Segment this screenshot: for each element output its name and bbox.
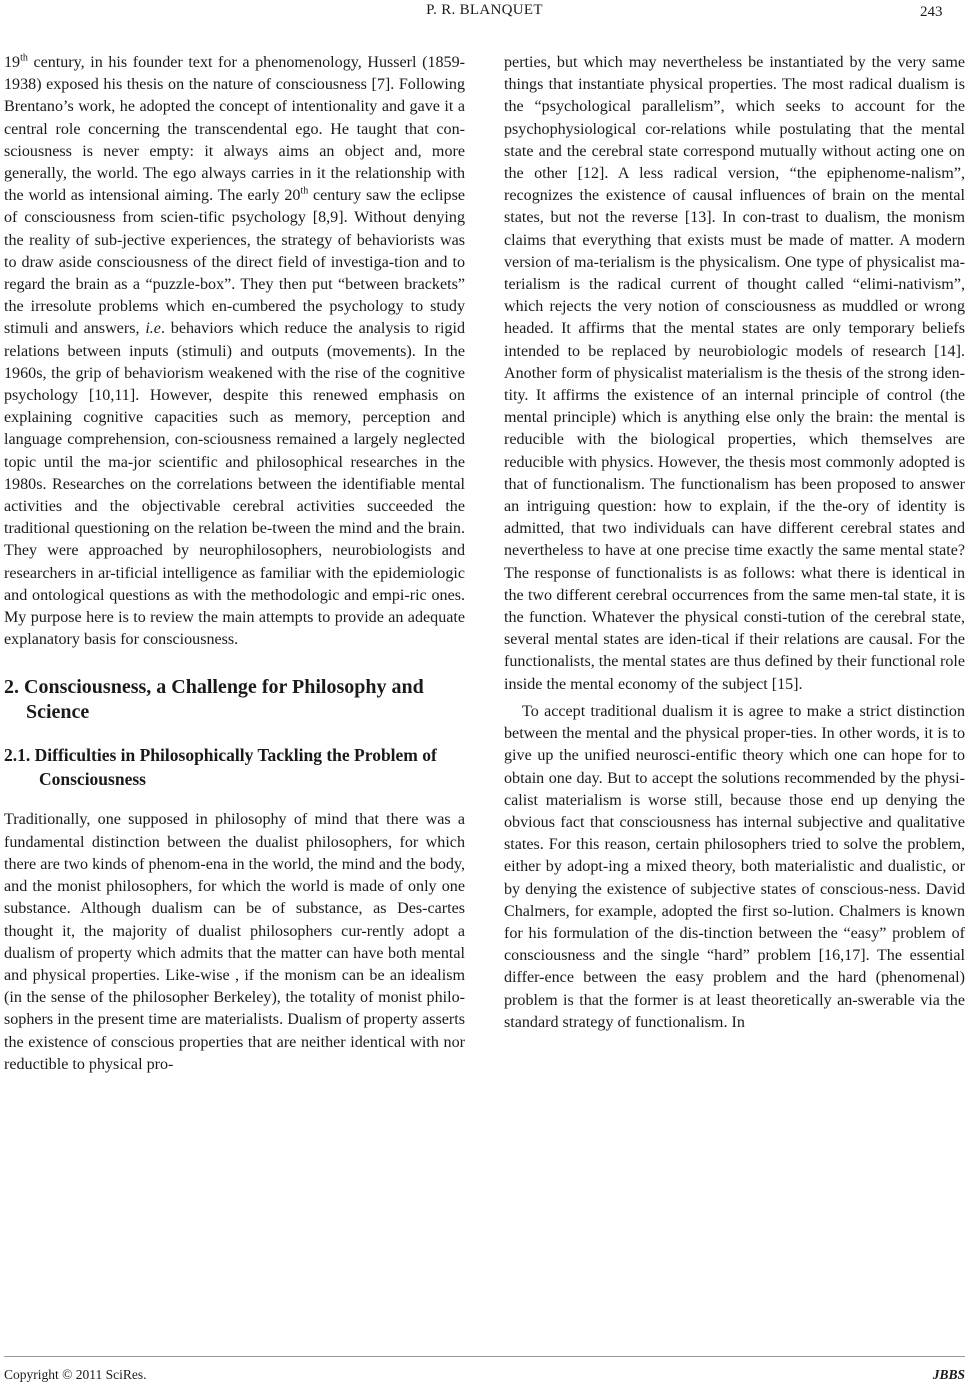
journal-abbreviation: JBBS [932,1367,965,1382]
page-number: 243 [920,4,943,20]
right-column [504,52,965,1034]
text-run: century, in his founder text for a phenomenology, Husserl (1859-1938) exposed his thesis on the nature of consciousness [7]. Following Brentano’s work, he adopted the concept of intentionality and gave it a central role concerning the transcendental ego. He taught that con-sciousness is never empty: it always aims an object and, more generally, the world. The ego always carries in it the relationship with the world as intensional aiming. The early 20 [4,54,465,205]
text-run: 19 [4,54,21,71]
superscript: th [20,52,28,64]
section-heading: 2. Consciousness, a Challenge for Philosophy and Science [4,676,424,724]
body-paragraph: perties, but which may nevertheless be instantiated by the very same things that instantiate physical properties. The most radical dualism is the “psychological parallelism”, which seeks to account for the psychophysiological cor-relations while postulating that the mental state and the cerebral state correspond mutually without acting one on the other [12]. A less radical version, “the epiphenome-nalism”, recognizes the existence of causal influences of brain on the mental states, but not the reverse [13]. In con-trast to dualism, the monism claims that everything that exists must be made of matter. A modern version of ma-terialism is the physicalism. One type of physicalist ma-terialism is the radical current of thought called “elimi-nativism”, which rejects the very notion of consciousness as muddled or wrong headed. It affirms that the mental states are only temporary beliefs intended to be replaced by neurobiologic models of research [14]. Another form of physicalist materialism is the thesis of the strong iden-tity. It affirms the existence of an internal principle of control (the mental principle) which is anything else only the brain: the mental is reducible with the biological properties, which themselves are reducible with physics. However, the thesis most commonly adopted is that of functionalism. The functionalism has been proposed to answer an intriguing question: how to explain, if the the-ory of identity is admitted, that two individuals can have different cerebral states and nevertheless to have at one precise time exactly the same mental state? The response of functionalists is as follows: what there is identical in the two different cerebral occurrences from the same men-tal state, it is the function. Whatever the physical consti-tution of the cerebral state, several mental states are iden-tical if their relations are causal. For the functionalists, the mental states are thus defined by their functional role inside the mental economy of the subject [15]. [504,54,965,693]
italic-abbreviation: i.e [145,320,161,338]
copyright-notice: Copyright © 2011 SciRes. [4,1367,147,1382]
body-paragraph: To accept traditional dualism it is agree to make a strict distinction between the mental and the physical proper-ties. In other words, it is to give up the unified neurosci-entific theory which one can hope for to obtain one day. But to accept the solutions recommended by the physi-calist materialism is worse still, because those end up denying the obvious fact that consciousness has internal subjective and qualitative states. For this reason, certain philosophers tried to solve the problem, either by adopt-ing a mixed theory, both materialistic and dualistic, or by denying the existence of subjective states of conscious-ness. David Chalmers, for example, adopted the first so-lution. Chalmers is known for his formulation of the dis-tinction between the “easy” problem of consciousness and the single “hard” problem [16,17]. The essential differ-ence between the easy problem and the hard (phenomenal) problem is that the former is at least theoretically an-swerable via the standard strategy of functionalism. In [504,702,965,1031]
superscript: th [300,185,309,197]
body-paragraph: Traditionally, one supposed in philosophy of mind that there was a fundamental distinction between the dualist philosophers, for which there are two kinds of phenom-ena in the world, the mind and the body, and the monist philosophers, for which the world is made of only one substance. Although dualism can be of substance, as Des-cartes thought it, the majority of dualist philosophers cur-rently adopt a dualism of property which admits that the matter can have both mental and physical properties. Like-wise , if the monism can be an idealism (in the sense of the philosopher Berkeley), the totality of monist philo-sophers in the present time are materialists. Dualism of property asserts the existence of conscious properties that are neither identical with nor reductible to physical pro- [4,811,465,1073]
text-run: century saw the eclipse of consciousness from scien-tific psychology [8,9]. Without denying the reality of sub-jective experiences, the strategy of behaviorists was to draw aside consciousness of the direct field of investiga-tion and to regard the brain as a “puzzle-box”. They then put “between brackets” the irresolute problems which en-cumbered the psychology to study stimuli and answers, [4,187,465,338]
intro-paragraph [4,52,465,651]
running-header-author: P. R. BLANQUET [426,2,543,18]
left-column [4,52,465,1076]
subsection-heading: 2.1. Difficulties in Philosophically Tackling the Problem of Consciousness [4,745,437,790]
page-footer [4,1356,965,1382]
text-run: . behaviors which reduce the analysis to rigid relations between inputs (stimuli) and outputs (movements). In the 1960s, the grip of behaviorism weakened with the rise of the cognitive psychology [10,11]. However, despite this renewed emphasis on explaining cognitive capacities such as memory, perception and language comprehension, con-sciousness remained a largely neglected topic until the ma-jor scientific and philosophical researches in the 1980s. Researches on the correlations between the identifiable mental activities and the objectivable cerebral activities succeeded the traditional questioning on the relation be-tween the mind and the brain. They were approached by neurophilosophers, neurobiologists and researchers in ar-tificial intelligence as familiar with the epidemiologic and ontological questions as with the methodologic and empi-ric ones. My purpose here is to review the main attempts to provide an adequate explanatory basis for consciousness. [4,320,465,649]
